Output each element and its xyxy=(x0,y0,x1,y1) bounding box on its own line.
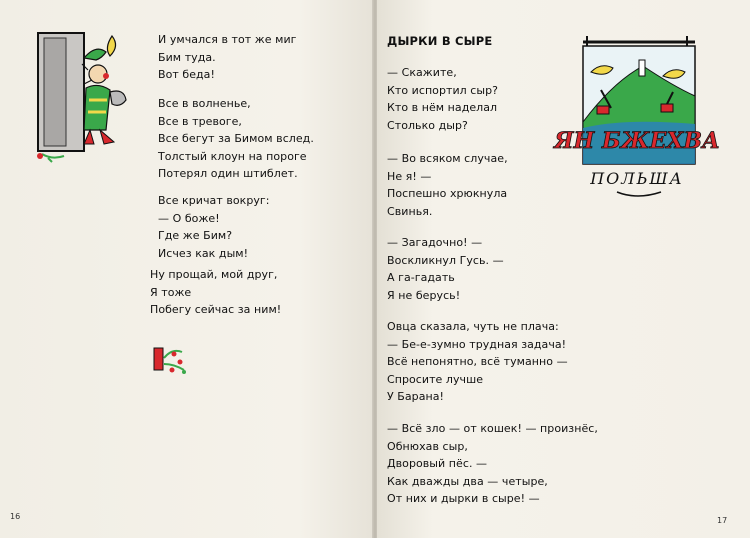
verse-line: Побегу сейчас за ним! xyxy=(150,303,282,316)
clown-illustration xyxy=(34,30,129,165)
verse-line: — Загадочно! — xyxy=(387,236,483,249)
left-stanza-4 xyxy=(150,266,281,319)
verse-line: Свинья. xyxy=(387,204,433,218)
verse-line: — Бе-е-зумно трудная задача! xyxy=(387,337,567,351)
verse-line: Все в волненье, xyxy=(158,97,251,110)
verse-line: Не я! — xyxy=(387,169,432,183)
page-number: 16 xyxy=(10,512,21,521)
author-country: ПОЛЬША xyxy=(590,169,684,188)
verse-line: Я не берусь! xyxy=(387,288,461,302)
ornament-illustration xyxy=(150,342,190,378)
left-stanza-3 xyxy=(158,192,270,262)
verse-line: Все в тревоге, xyxy=(158,114,242,128)
verse-line: — Скажите, xyxy=(387,66,457,79)
verse-line: Исчез как дым! xyxy=(158,246,249,260)
verse-line: Где же Бим? xyxy=(158,229,233,242)
right-stanza-2 xyxy=(387,150,508,220)
verse-line: Овца сказала, чуть не плача: xyxy=(387,320,559,333)
left-page xyxy=(0,0,373,538)
verse-line: У Барана! xyxy=(387,390,445,403)
right-stanza-3 xyxy=(387,234,504,304)
author-badge xyxy=(554,32,720,210)
verse-line: Поспешно хрюкнула xyxy=(387,187,508,200)
verse-line: Вот беда! xyxy=(158,68,215,81)
verse-line: Столько дыр? xyxy=(387,118,468,132)
left-stanza-1 xyxy=(158,31,297,84)
verse-line: Кто испортил сыр? xyxy=(387,83,499,97)
verse-line: И умчался в тот же миг xyxy=(158,33,297,46)
verse-line: — О боже! xyxy=(158,211,220,225)
verse-line: Все кричат вокруг: xyxy=(158,194,270,207)
verse-line: Всё непонятно, всё туманно — xyxy=(387,355,568,368)
left-stanza-2 xyxy=(158,95,314,183)
verse-line: Я тоже xyxy=(150,285,192,299)
verse-line: Потерял один штиблет. xyxy=(158,167,298,180)
verse-line: Кто в нём наделал xyxy=(387,101,498,114)
page-number: 17 xyxy=(717,516,728,525)
verse-line: — Всё зло — от кошек! — произнёс, xyxy=(387,422,598,435)
verse-line: Ну прощай, мой друг, xyxy=(150,268,278,281)
verse-line: Как дважды два — четыре, xyxy=(387,474,548,488)
verse-line: А га-гадать xyxy=(387,271,455,284)
right-stanza-1 xyxy=(387,64,498,134)
verse-line: Спросите лучше xyxy=(387,372,484,386)
verse-line: Все бегут за Бимом вслед. xyxy=(158,132,314,145)
verse-line: Толстый клоун на пороге xyxy=(158,149,307,163)
poem-title: ДЫРКИ В СЫРЕ xyxy=(387,34,493,48)
verse-line: Бим туда. xyxy=(158,50,216,64)
verse-line: Дворовый пёс. — xyxy=(387,457,488,470)
right-stanza-5 xyxy=(387,420,598,508)
verse-line: От них и дырки в сыре! — xyxy=(387,492,540,505)
verse-line: Обнюхав сыр, xyxy=(387,439,468,453)
right-stanza-4 xyxy=(387,318,568,406)
right-page xyxy=(377,0,750,538)
author-name: ЯН БЖЕХВА xyxy=(554,128,720,154)
verse-line: — Во всяком случае, xyxy=(387,152,508,165)
verse-line: Воскликнул Гусь. — xyxy=(387,253,504,267)
